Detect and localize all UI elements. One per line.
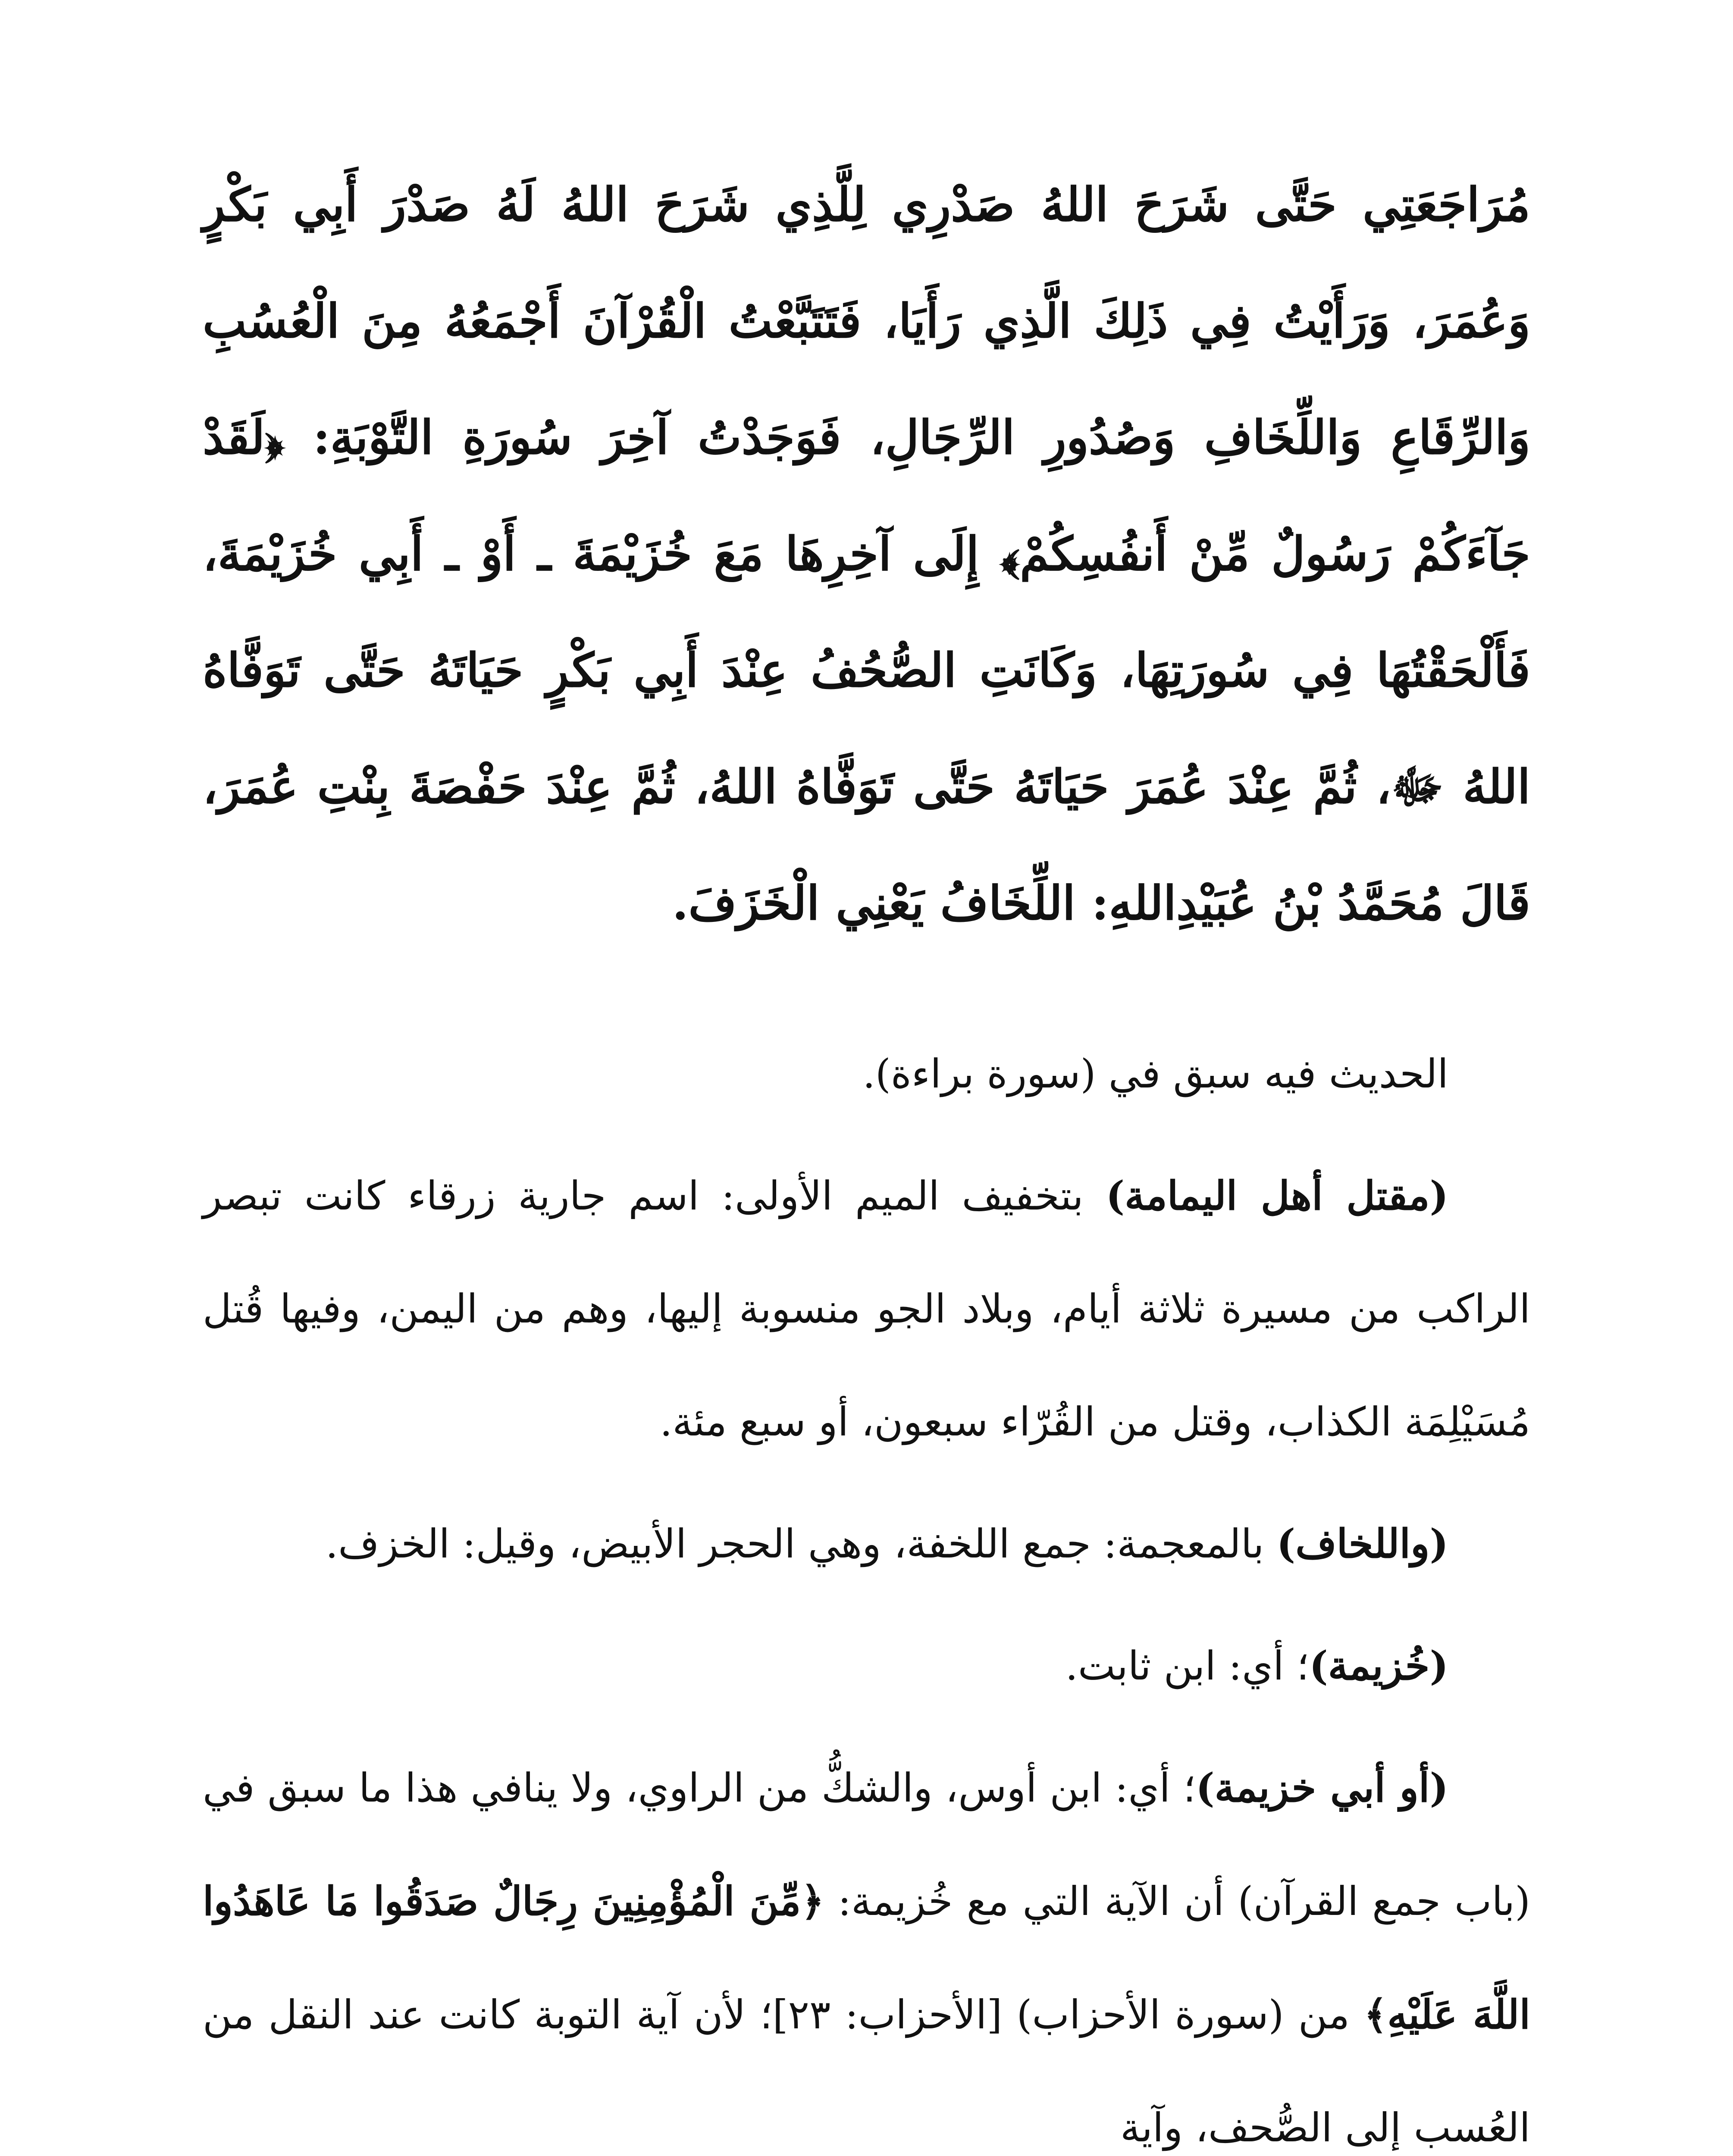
commentary-term: (أو أبي خزيمة): [1196, 1764, 1448, 1811]
hadith-text: مُرَاجَعَتِي حَتَّى شَرَحَ اللهُ صَدْرِي لِلَّذِي شَرَحَ اللهُ لَهُ صَدْرَ أَبِي بَكْرٍ وَعُمَرَ، وَرَأَيْتُ فِي ذَلِكَ الَّذِي رَأَيَا، فَتَتَبَّعْتُ الْقُرْآنَ أَجْمَعُهُ مِنَ الْعُسُبِ وَالرِّقَاعِ وَاللِّخَافِ وَصُدُورِ الرِّجَالِ، فَوَجَدْتُ آخِرَ سُورَةِ التَّوْبَةِ: ﴿لَقَدْ جَآءَكُمْ رَسُولٌ مِّنْ أَنفُسِكُمْ﴾ إِلَى آخِرِهَا مَعَ خُزَيْمَةَ ـ أَوْ ـ أَبِي خُزَيْمَةَ، فَأَلْحَقْتُهَا فِي سُورَتِهَا، وَكَانَتِ الصُّحُفُ عِنْدَ أَبِي بَكْرٍ حَيَاتَهُ حَتَّى تَوَفَّاهُ اللهُ ﷻ، ثُمَّ عِنْدَ عُمَرَ حَيَاتَهُ حَتَّى تَوَفَّاهُ اللهُ، ثُمَّ عِنْدَ حَفْصَةَ بِنْتِ عُمَرَ، قَالَ مُحَمَّدُ بْنُ عُبَيْدِاللهِ: اللِّخَافُ يَعْنِي الْخَزَفَ.: [203, 178, 1530, 931]
quran-verse: ﴿مِّنَ الْمُؤْمِنِينَ رِجَالٌ صَدَقُوا مَا عَاهَدُوا اللَّهَ عَلَيْهِ﴾: [203, 1878, 1531, 2038]
commentary-text: من (سورة الأحزاب) [الأحزاب: ٢٣]؛ لأن آية التوبة كانت عند النقل من العُسب إلى الصُّحف، وآية: [203, 1992, 1530, 2151]
commentary-text: بتخفيف الميم الأولى: اسم جارية زرقاء كانت تبصر الراكب من مسيرة ثلاثة أيام، وبلاد الجو منسوبة إليها، وهم من اليمن، وفيها قُتل مُسَيْلِمَة الكذاب، وقتل من القُرّاء سبعون، أو سبع مئة.: [203, 1173, 1530, 1445]
commentary-paragraph-1: [203, 1018, 1530, 1131]
commentary-term: (خُزيمة): [1309, 1642, 1448, 1689]
commentary-text: الحديث فيه سبق في (سورة براءة).: [862, 1051, 1448, 1097]
commentary-text: ؛ أي: ابن أوس، والشكُّ من الراوي، ولا ينافي هذا ما سبق في (باب جمع القرآن) أن الآية التي مع خُزيمة:: [203, 1765, 1530, 1924]
commentary-text: بالمعجمة: جمع اللخفة، وهي الحجر الأبيض، وقيل: الخزف.: [325, 1521, 1277, 1567]
commentary-paragraph-3: [203, 1487, 1530, 1601]
commentary-section: [203, 1018, 1530, 2156]
commentary-paragraph-2: [203, 1139, 1530, 1479]
commentary-term: (واللخاف): [1276, 1520, 1448, 1567]
commentary-paragraph-5: [203, 1731, 1530, 2156]
commentary-paragraph-4: [203, 1609, 1530, 1723]
commentary-term: (مقتل أهل اليمامة): [1106, 1172, 1449, 1219]
commentary-text: ؛ أي: ابن ثابت.: [1065, 1643, 1310, 1689]
